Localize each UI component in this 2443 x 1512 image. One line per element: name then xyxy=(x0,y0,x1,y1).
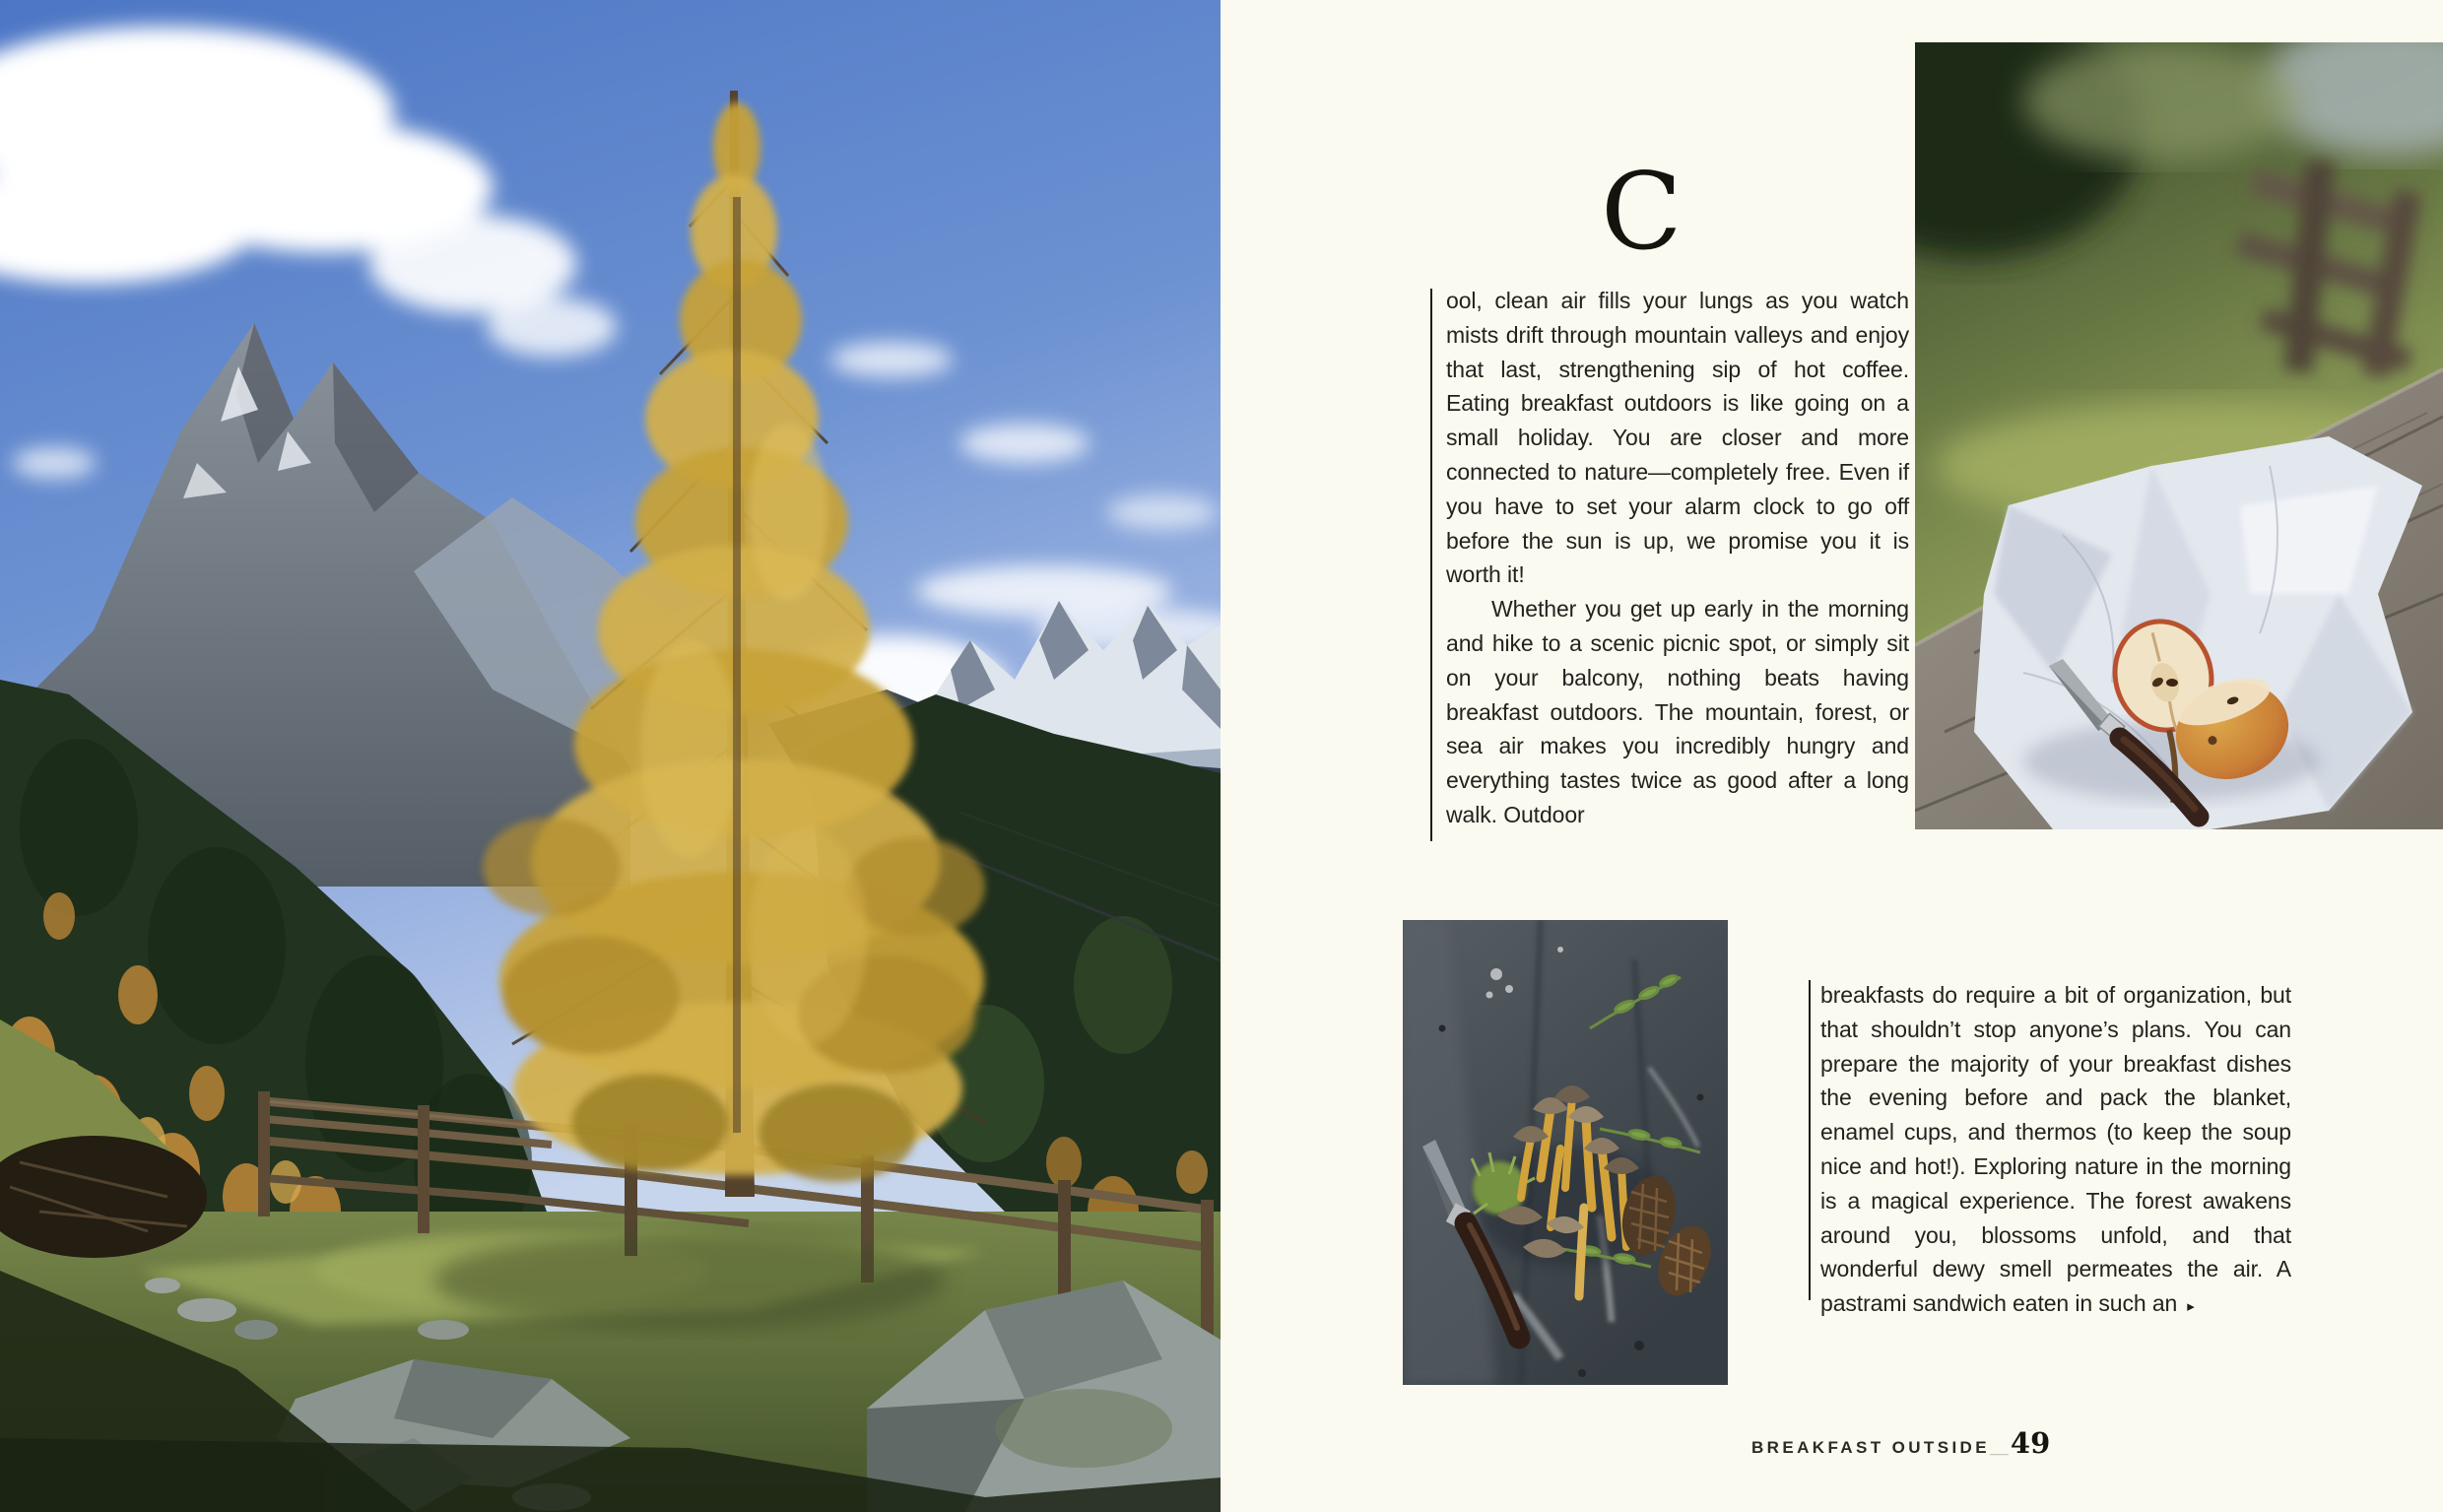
paragraph-rule xyxy=(1430,289,1432,841)
pear-picnic-photo xyxy=(1915,42,2443,829)
paragraph-whether: Whether you get up early in the morning and hike to a scenic picnic spot, or simply sit on your balcony, nothing beats having breakfast outdoors. The mountain, forest, or sea air makes you incredibly hungry and everything tastes twice as good after a long walk. Outdoor xyxy=(1446,596,1909,827)
paragraph-breakfasts xyxy=(1820,978,2291,1324)
page-number: 49 xyxy=(2010,1426,2051,1460)
text-column-2 xyxy=(1820,978,2291,1324)
paragraph-rule xyxy=(1809,980,1811,1300)
magazine-page xyxy=(1221,0,2443,1512)
drop-cap: C xyxy=(1601,151,1683,274)
paragraph-intro: ool, clean air fills your lungs as you watch mists drift through mountain valleys and enjoy that last, strengthening sip of hot coffee. Eating breakfast outdoors is like going on a small holiday. You are closer and more connected to nature—completely free. Even if you have to set your alarm clock to go off before the sun is up, we promise you it is worth it! xyxy=(1446,288,1909,588)
text-column-1 xyxy=(1446,284,1909,832)
continuation-arrow-icon: ▸ xyxy=(2187,1297,2195,1316)
footer-separator: __ xyxy=(1989,1438,2009,1457)
footer-title: BREAKFAST OUTSIDE xyxy=(1751,1438,1990,1457)
mushroom-photo xyxy=(1403,920,1728,1385)
page-footer xyxy=(1751,1426,2050,1460)
mountain-landscape-photo xyxy=(0,0,1221,1512)
paragraph-breakfasts-text: breakfasts do require a bit of organization, but that shouldn’t stop anyone’s plans. You can prepare the majority of your breakfast dishes the evening before and pack the blanket, enamel cups, and thermos (to keep the soup nice and hot!). Exploring nature in the morning is a magical experience. The forest awakens around you, blossoms unfold, and that wonderful dewy smell permeates the air. A pastrami sandwich eaten in such an xyxy=(1820,982,2291,1317)
